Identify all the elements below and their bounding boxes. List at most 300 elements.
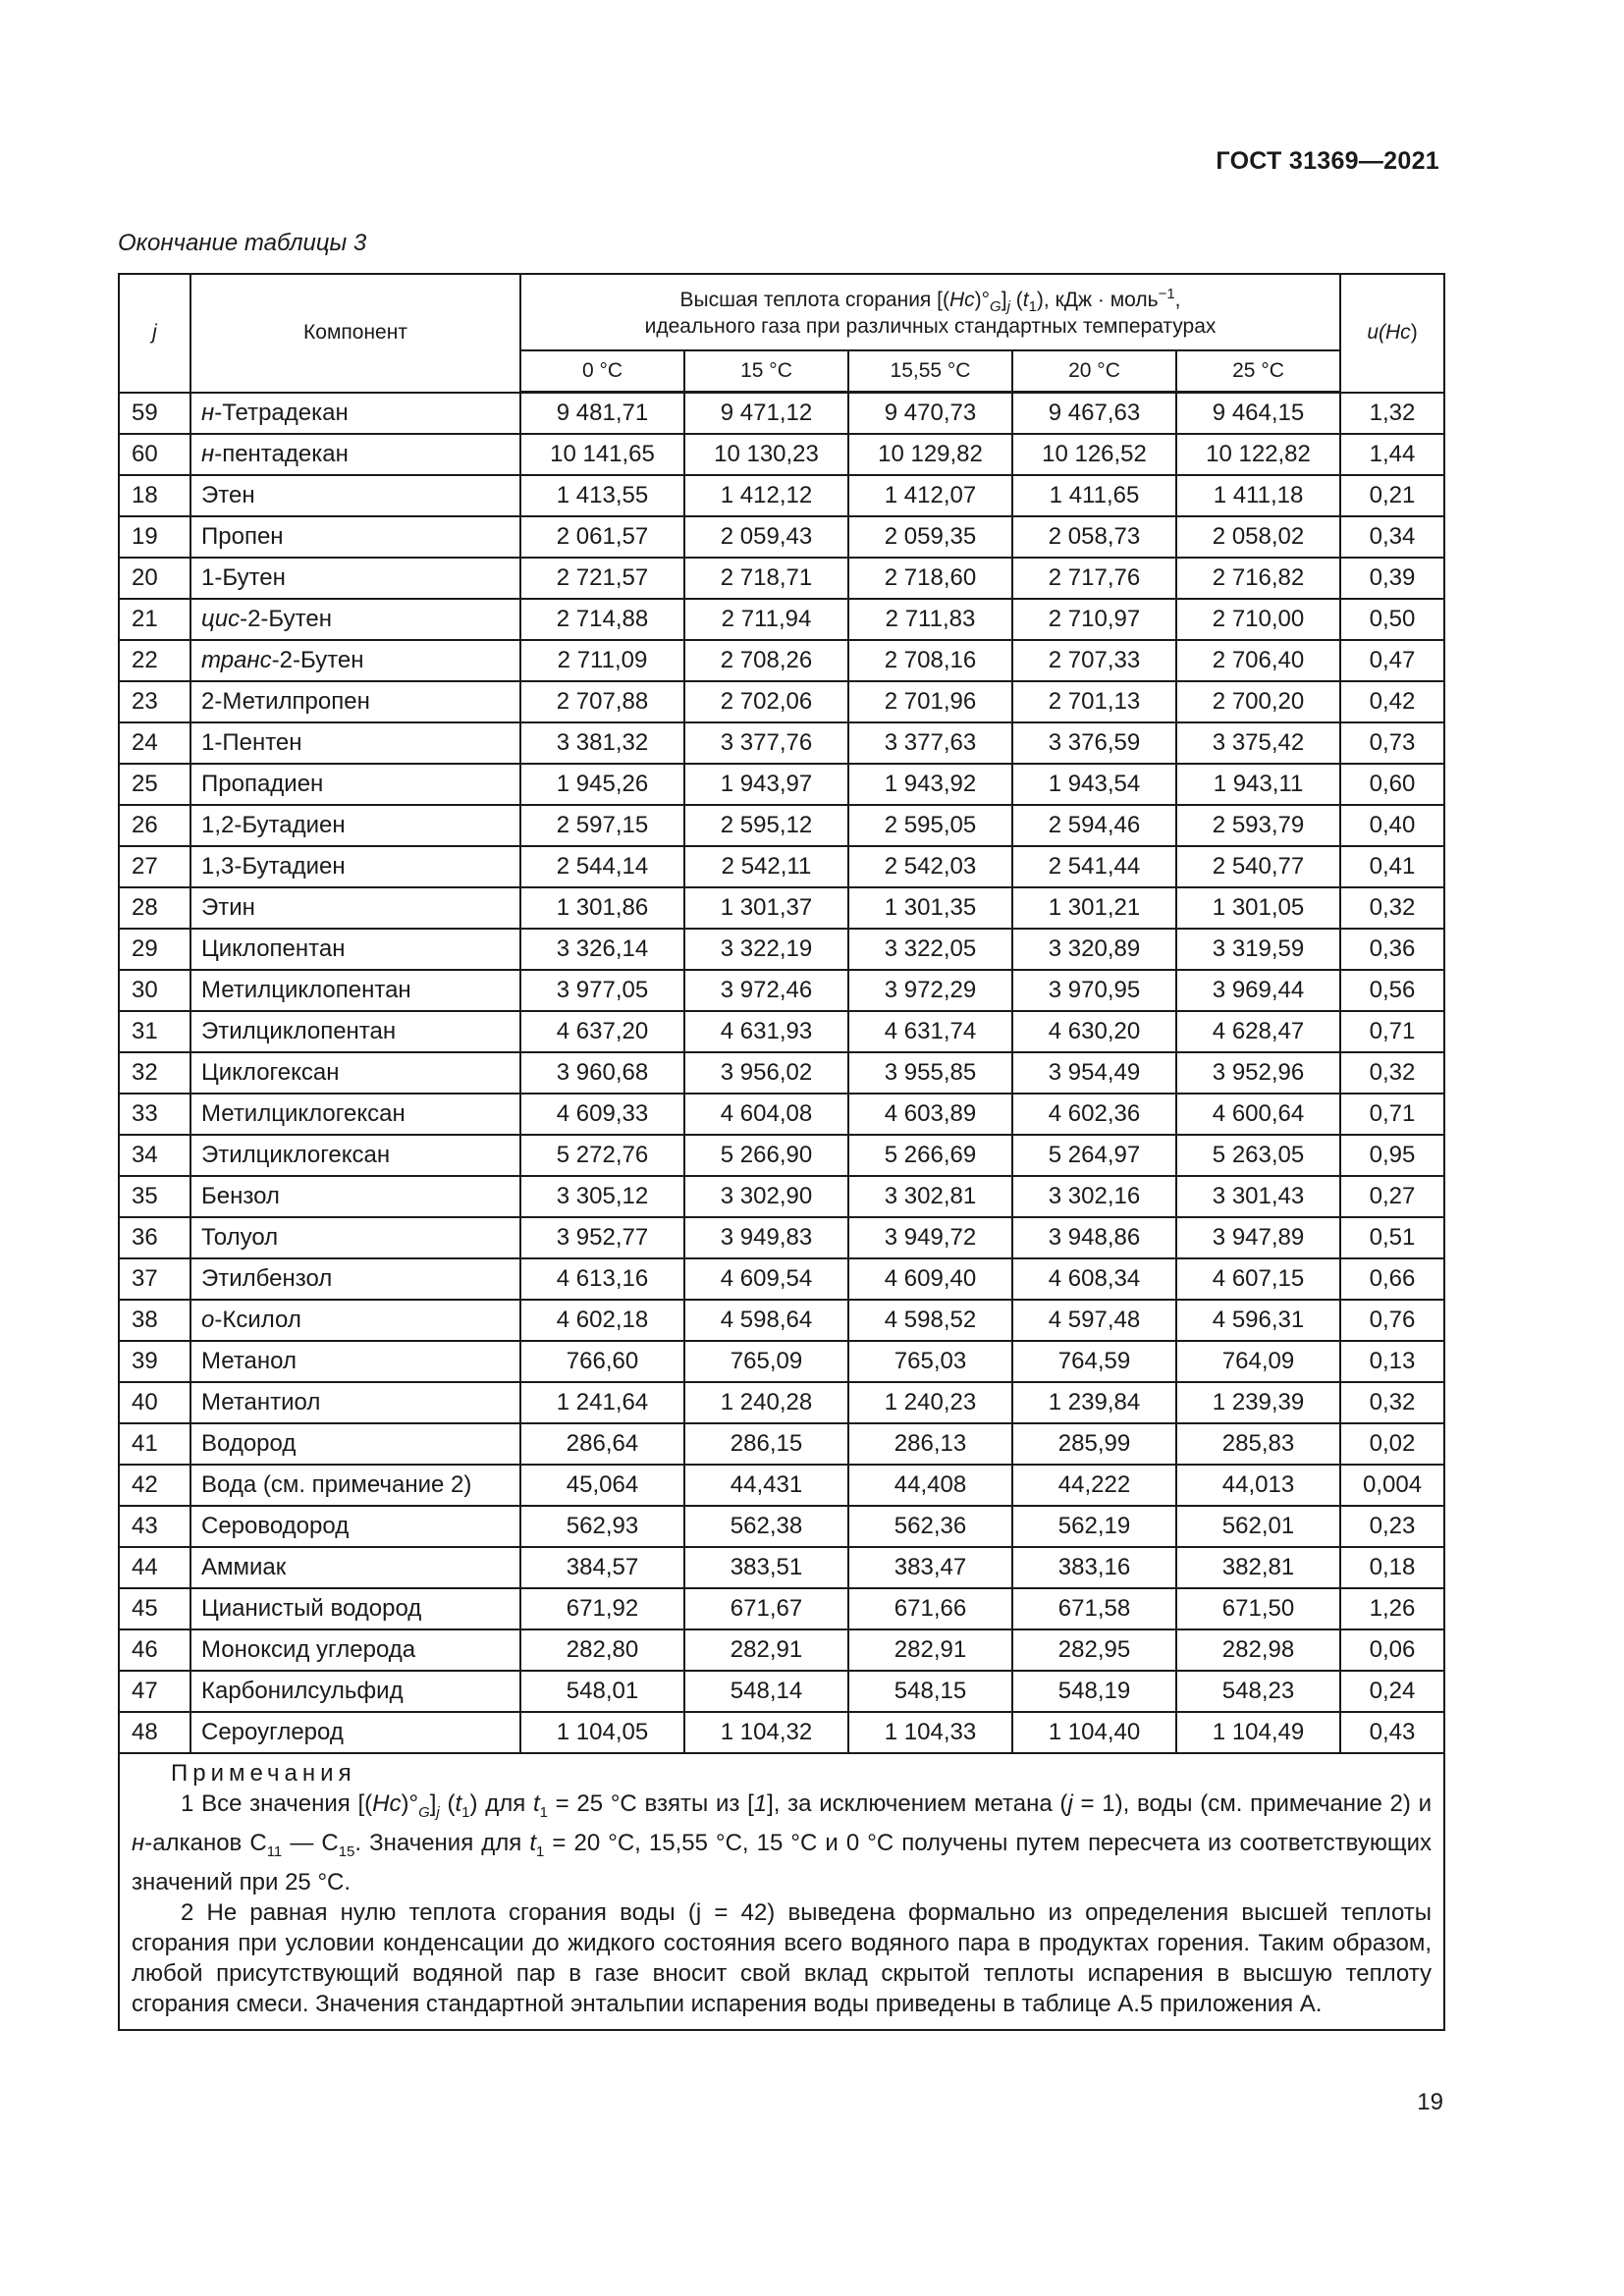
row-index: 27 [119,846,190,887]
value-15-55c: 3 949,72 [848,1217,1012,1258]
value-15c: 282,91 [684,1629,848,1671]
value-0c: 10 141,65 [520,434,684,475]
heat-of-combustion-table [118,273,1445,2031]
row-index: 36 [119,1217,190,1258]
table-row [119,846,1444,887]
value-15-55c: 2 701,96 [848,681,1012,722]
value-15-55c: 2 542,03 [848,846,1012,887]
component-label: Пропадиен [201,771,324,797]
value-20c: 1 104,40 [1012,1712,1176,1753]
uncertainty: 0,39 [1340,558,1444,599]
component-label: Вода (см. примечание 2) [201,1471,472,1498]
uncertainty: 0,32 [1340,1382,1444,1423]
row-index: 32 [119,1052,190,1094]
value-20c: 383,16 [1012,1547,1176,1588]
component-label: Этилциклогексан [201,1142,391,1168]
table-row [119,1341,1444,1382]
value-15c: 3 972,46 [684,970,848,1011]
table-row [119,929,1444,970]
uncertainty: 0,06 [1340,1629,1444,1671]
value-15-55c: 1 240,23 [848,1382,1012,1423]
value-15-55c: 2 059,35 [848,516,1012,558]
table-row [119,1052,1444,1094]
value-25c: 2 716,82 [1176,558,1340,599]
value-15-55c: 671,66 [848,1588,1012,1629]
value-15c: 3 377,76 [684,722,848,764]
component-name [190,929,520,970]
table-row [119,1217,1444,1258]
value-0c: 766,60 [520,1341,684,1382]
value-20c: 4 602,36 [1012,1094,1176,1135]
value-20c: 2 707,33 [1012,640,1176,681]
value-20c: 285,99 [1012,1423,1176,1465]
value-25c: 2 700,20 [1176,681,1340,722]
header-temp-15: 15 °C [684,350,848,393]
component-name [190,434,520,475]
value-15-55c: 4 603,89 [848,1094,1012,1135]
uncertainty: 0,43 [1340,1712,1444,1753]
uncertainty: 0,21 [1340,475,1444,516]
value-0c: 384,57 [520,1547,684,1588]
value-0c: 2 721,57 [520,558,684,599]
value-15c: 286,15 [684,1423,848,1465]
uncertainty: 0,60 [1340,764,1444,805]
uncertainty: 0,66 [1340,1258,1444,1300]
value-0c: 548,01 [520,1671,684,1712]
value-15c: 1 412,12 [684,475,848,516]
value-25c: 1 301,05 [1176,887,1340,929]
component-label: Толуол [201,1224,279,1251]
component-label: Карбонилсульфид [201,1678,404,1704]
uncertainty: 0,40 [1340,805,1444,846]
value-0c: 1 241,64 [520,1382,684,1423]
value-20c: 1 943,54 [1012,764,1176,805]
component-name [190,970,520,1011]
component-prefix: н [201,399,215,426]
row-index: 28 [119,887,190,929]
uncertainty: 0,41 [1340,846,1444,887]
component-label: Этен [201,482,255,508]
table-row [119,1547,1444,1588]
component-label: Этилбензол [201,1265,333,1292]
value-15-55c: 562,36 [848,1506,1012,1547]
component-name [190,1094,520,1135]
component-name [190,1465,520,1506]
value-0c: 286,64 [520,1423,684,1465]
value-15-55c: 2 718,60 [848,558,1012,599]
value-15-55c: 3 322,05 [848,929,1012,970]
value-20c: 671,58 [1012,1588,1176,1629]
value-0c: 1 104,05 [520,1712,684,1753]
value-20c: 3 970,95 [1012,970,1176,1011]
value-15c: 4 598,64 [684,1300,848,1341]
uncertainty: 0,76 [1340,1300,1444,1341]
value-0c: 2 061,57 [520,516,684,558]
uncertainty: 1,26 [1340,1588,1444,1629]
value-0c: 671,92 [520,1588,684,1629]
component-name [190,887,520,929]
uncertainty: 1,44 [1340,434,1444,475]
value-25c: 1 411,18 [1176,475,1340,516]
value-25c: 4 628,47 [1176,1011,1340,1052]
component-prefix: цис [201,606,241,632]
value-0c: 2 544,14 [520,846,684,887]
value-25c: 10 122,82 [1176,434,1340,475]
row-index: 59 [119,393,190,435]
notes-title: Примечания [171,1760,356,1787]
value-15c: 3 322,19 [684,929,848,970]
value-25c: 3 947,89 [1176,1217,1340,1258]
table-row [119,434,1444,475]
value-15c: 562,38 [684,1506,848,1547]
component-name [190,805,520,846]
row-index: 25 [119,764,190,805]
component-label: Пропен [201,523,284,550]
value-20c: 2 594,46 [1012,805,1176,846]
value-0c: 3 960,68 [520,1052,684,1094]
value-25c: 548,23 [1176,1671,1340,1712]
table-row [119,805,1444,846]
value-0c: 2 711,09 [520,640,684,681]
component-name [190,1176,520,1217]
value-25c: 4 596,31 [1176,1300,1340,1341]
value-20c: 2 717,76 [1012,558,1176,599]
value-15-55c: 2 595,05 [848,805,1012,846]
table-row [119,1629,1444,1671]
component-label: -пентадекан [214,441,349,467]
value-15-55c: 4 609,40 [848,1258,1012,1300]
value-20c: 3 954,49 [1012,1052,1176,1094]
table-row [119,599,1444,640]
uncertainty: 0,42 [1340,681,1444,722]
table-row [119,1382,1444,1423]
value-20c: 3 948,86 [1012,1217,1176,1258]
component-name [190,722,520,764]
uncertainty: 0,18 [1340,1547,1444,1588]
table-row [119,1671,1444,1712]
component-label: Бензол [201,1183,280,1209]
component-name [190,1423,520,1465]
value-20c: 764,59 [1012,1341,1176,1382]
row-index: 46 [119,1629,190,1671]
value-25c: 44,013 [1176,1465,1340,1506]
value-15-55c: 4 631,74 [848,1011,1012,1052]
value-0c: 4 637,20 [520,1011,684,1052]
value-20c: 3 302,16 [1012,1176,1176,1217]
uncertainty: 0,32 [1340,887,1444,929]
row-index: 33 [119,1094,190,1135]
value-0c: 5 272,76 [520,1135,684,1176]
value-15c: 2 708,26 [684,640,848,681]
value-25c: 671,50 [1176,1588,1340,1629]
value-15-55c: 3 302,81 [848,1176,1012,1217]
component-label: Этин [201,894,255,921]
table-row [119,516,1444,558]
value-25c: 382,81 [1176,1547,1340,1588]
component-name [190,1588,520,1629]
value-15c: 548,14 [684,1671,848,1712]
component-prefix: транс [201,647,272,673]
value-0c: 3 305,12 [520,1176,684,1217]
value-15c: 10 130,23 [684,434,848,475]
value-15-55c: 5 266,69 [848,1135,1012,1176]
component-label: 1-Пентен [201,729,302,756]
value-15c: 1 240,28 [684,1382,848,1423]
row-index: 23 [119,681,190,722]
value-0c: 1 945,26 [520,764,684,805]
component-label: 2-Метилпропен [201,688,370,715]
component-label: Метантиол [201,1389,321,1415]
value-15-55c: 383,47 [848,1547,1012,1588]
value-15-55c: 286,13 [848,1423,1012,1465]
header-temp-0: 0 °C [520,350,684,393]
uncertainty: 0,004 [1340,1465,1444,1506]
value-25c: 3 969,44 [1176,970,1340,1011]
note-2: 2 Не равная нулю теплота сгорания воды (j = 42) выведена формально из определения высшей теплоты сгорания при условии конденсации до жидкого состояния всего водяного пара в продуктах горения. Таким образом, любой присутствующий водяной пар в газе вносит свой вклад скрытой теплоты испарения в высшую теплоту сгорания смеси. Значения стандартной энтальпии испарения воды приведены в таблице А.5 приложения А. [132,1898,1433,2017]
table-row [119,722,1444,764]
value-20c: 548,19 [1012,1671,1176,1712]
uncertainty: 0,50 [1340,599,1444,640]
uncertainty: 0,71 [1340,1094,1444,1135]
row-index: 44 [119,1547,190,1588]
component-name [190,1011,520,1052]
row-index: 29 [119,929,190,970]
value-15c: 671,67 [684,1588,848,1629]
standard-code: ГОСТ 31369—2021 [1216,147,1439,175]
component-label: 1-Бутен [201,564,286,591]
value-15-55c: 2 711,83 [848,599,1012,640]
uncertainty: 0,02 [1340,1423,1444,1465]
value-0c: 1 413,55 [520,475,684,516]
table-row [119,640,1444,681]
component-label: 1,2-Бутадиен [201,812,346,838]
header-temp-15-55: 15,55 °C [848,350,1012,393]
value-25c: 2 706,40 [1176,640,1340,681]
component-label: Метилциклогексан [201,1100,406,1127]
value-25c: 2 593,79 [1176,805,1340,846]
table-row [119,764,1444,805]
notes-block [119,1753,1444,2030]
value-15c: 4 631,93 [684,1011,848,1052]
value-15c: 383,51 [684,1547,848,1588]
value-20c: 4 597,48 [1012,1300,1176,1341]
table-row [119,1094,1444,1135]
table-row [119,393,1444,435]
table-row [119,1135,1444,1176]
uncertainty: 0,32 [1340,1052,1444,1094]
value-15-55c: 1 104,33 [848,1712,1012,1753]
value-0c: 3 977,05 [520,970,684,1011]
note-1: 1 Все значения $[(Hc)^\circ_G]_j$ $(t_1)$ для $t_1 = 25$ °C взяты из [1], за исключением метана (j = 1), воды (см. примечание 2) и н-алканов $C_{11}$ — $C_{15}$. Значения для $t_1 = 20$ °C, 15,55 °C, 15 °C и 0 °C получены путем пересчета из соответствующих значений при 25 °C. [132,1790,1433,1896]
value-0c: 45,064 [520,1465,684,1506]
value-25c: 4 607,15 [1176,1258,1340,1300]
component-label: 1,3-Бутадиен [201,853,346,880]
table-row [119,1011,1444,1052]
component-label: Моноксид углерода [201,1636,416,1663]
value-25c: 1 943,11 [1176,764,1340,805]
header-uncertainty: u(Hc) [1340,274,1444,393]
component-name [190,558,520,599]
component-name [190,475,520,516]
component-name [190,1506,520,1547]
table-row [119,475,1444,516]
component-label: -Ксилол [214,1307,301,1333]
value-15c: 2 595,12 [684,805,848,846]
page-number: 19 [1417,2089,1443,2115]
component-name [190,1341,520,1382]
row-index: 40 [119,1382,190,1423]
row-index: 22 [119,640,190,681]
value-15c: 1 104,32 [684,1712,848,1753]
value-0c: 2 714,88 [520,599,684,640]
row-index: 47 [119,1671,190,1712]
component-name [190,681,520,722]
table-row [119,1712,1444,1753]
header-j: j [119,274,190,393]
value-25c: 282,98 [1176,1629,1340,1671]
component-label: Этилциклопентан [201,1018,397,1044]
row-index: 37 [119,1258,190,1300]
value-15-55c: 548,15 [848,1671,1012,1712]
value-25c: 9 464,15 [1176,393,1340,435]
uncertainty: 0,95 [1340,1135,1444,1176]
table-row [119,970,1444,1011]
value-25c: 562,01 [1176,1506,1340,1547]
value-20c: 10 126,52 [1012,434,1176,475]
value-15c: 765,09 [684,1341,848,1382]
value-0c: 4 609,33 [520,1094,684,1135]
value-25c: 1 104,49 [1176,1712,1340,1753]
value-15c: 3 949,83 [684,1217,848,1258]
value-25c: 3 375,42 [1176,722,1340,764]
value-0c: 1 301,86 [520,887,684,929]
value-15-55c: 765,03 [848,1341,1012,1382]
table-caption: Окончание таблицы 3 [118,230,367,256]
row-index: 31 [119,1011,190,1052]
uncertainty: 0,71 [1340,1011,1444,1052]
row-index: 30 [119,970,190,1011]
component-label: -2-Бутен [240,606,332,632]
value-15-55c: 2 708,16 [848,640,1012,681]
component-name [190,1258,520,1300]
table-row [119,1506,1444,1547]
component-name [190,393,520,435]
uncertainty: 0,47 [1340,640,1444,681]
value-15c: 44,431 [684,1465,848,1506]
row-index: 34 [119,1135,190,1176]
value-20c: 9 467,63 [1012,393,1176,435]
value-25c: 285,83 [1176,1423,1340,1465]
table-row [119,1258,1444,1300]
component-label: Циклогексан [201,1059,340,1086]
value-20c: 44,222 [1012,1465,1176,1506]
uncertainty: 0,73 [1340,722,1444,764]
value-0c: 282,80 [520,1629,684,1671]
value-25c: 3 952,96 [1176,1052,1340,1094]
header-heat-group: Высшая теплота сгорания $[(Hc)^\circ_G]_j$ $(t_1)$, кДж · моль$^{-1}$, идеального газа при различных стандартных температурах [520,274,1340,350]
row-index: 18 [119,475,190,516]
value-15c: 2 059,43 [684,516,848,558]
header-component: Компонент [190,274,520,393]
value-0c: 3 326,14 [520,929,684,970]
component-label: -2-Бутен [271,647,364,673]
uncertainty: 0,51 [1340,1217,1444,1258]
table-row [119,887,1444,929]
component-name [190,1629,520,1671]
component-label: -Тетрадекан [214,399,349,426]
value-20c: 2 710,97 [1012,599,1176,640]
value-15-55c: 3 972,29 [848,970,1012,1011]
row-index: 21 [119,599,190,640]
value-25c: 1 239,39 [1176,1382,1340,1423]
value-15c: 1 301,37 [684,887,848,929]
row-index: 35 [119,1176,190,1217]
header-temp-25: 25 °C [1176,350,1340,393]
value-0c: 9 481,71 [520,393,684,435]
row-index: 38 [119,1300,190,1341]
row-index: 24 [119,722,190,764]
value-20c: 2 541,44 [1012,846,1176,887]
component-label: Метилциклопентан [201,977,411,1003]
value-0c: 2 707,88 [520,681,684,722]
value-20c: 3 320,89 [1012,929,1176,970]
value-15c: 2 718,71 [684,558,848,599]
value-15-55c: 3 377,63 [848,722,1012,764]
uncertainty: 0,36 [1340,929,1444,970]
value-15-55c: 10 129,82 [848,434,1012,475]
value-15-55c: 1 412,07 [848,475,1012,516]
row-index: 26 [119,805,190,846]
value-0c: 4 613,16 [520,1258,684,1300]
component-name [190,846,520,887]
value-15-55c: 9 470,73 [848,393,1012,435]
component-label: Водород [201,1430,297,1457]
table-row [119,1176,1444,1217]
component-label: Циклопентан [201,935,346,962]
value-15c: 3 956,02 [684,1052,848,1094]
value-0c: 4 602,18 [520,1300,684,1341]
value-25c: 3 301,43 [1176,1176,1340,1217]
uncertainty: 0,13 [1340,1341,1444,1382]
row-index: 42 [119,1465,190,1506]
component-label: Метанол [201,1348,297,1374]
value-20c: 4 608,34 [1012,1258,1176,1300]
component-name [190,516,520,558]
component-label: Аммиак [201,1554,287,1580]
value-15c: 2 542,11 [684,846,848,887]
value-25c: 2 710,00 [1176,599,1340,640]
value-20c: 4 630,20 [1012,1011,1176,1052]
value-0c: 562,93 [520,1506,684,1547]
value-20c: 282,95 [1012,1629,1176,1671]
row-index: 19 [119,516,190,558]
table-row [119,1588,1444,1629]
component-prefix: н [201,441,215,467]
value-15-55c: 44,408 [848,1465,1012,1506]
component-name [190,1052,520,1094]
row-index: 39 [119,1341,190,1382]
component-label: Сероводород [201,1513,350,1539]
uncertainty: 0,23 [1340,1506,1444,1547]
value-15-55c: 1 301,35 [848,887,1012,929]
row-index: 60 [119,434,190,475]
value-15-55c: 4 598,52 [848,1300,1012,1341]
component-name [190,1671,520,1712]
value-15c: 1 943,97 [684,764,848,805]
value-0c: 3 381,32 [520,722,684,764]
component-name [190,1382,520,1423]
value-20c: 1 301,21 [1012,887,1176,929]
